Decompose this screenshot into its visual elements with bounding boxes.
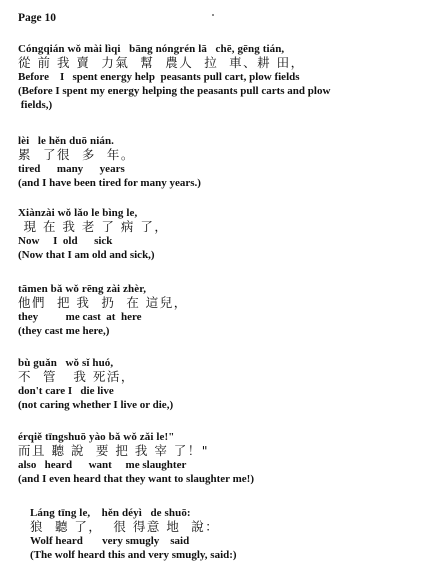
stanza-3 [18, 206, 418, 262]
gloss-line: Before I spent energy help peasants pull cart, plow fields [18, 71, 300, 83]
translation-line: (Now that I am old and sick,) [18, 249, 155, 261]
chinese-line: 現 在 我 老 了 病 了， [18, 219, 169, 234]
translation-line: (and I have been tired for many years.) [18, 177, 201, 189]
pinyin-line: bù guǎn wǒ sǐ huó, [18, 357, 114, 369]
translation-line: (they cast me here,) [18, 325, 110, 337]
pinyin-line: tāmen bǎ wǒ rēng zài zhèr, [18, 283, 147, 295]
gloss-line: tired many years [18, 163, 125, 175]
chinese-line: 狼 聽 了， 很 得意 地 說： [30, 519, 220, 534]
pinyin-line: Xiànzài wǒ lǎo le bìng le, [18, 207, 138, 219]
stanza-1 [18, 42, 418, 112]
stanza-2 [18, 134, 418, 190]
stanza-6 [18, 430, 418, 486]
stanza-4 [18, 282, 418, 338]
page-number: Page 10 [18, 12, 57, 24]
stanza-5 [18, 356, 418, 412]
translation-line: (and I even heard that they want to slaughter me!) [18, 473, 254, 485]
stanza-7 [30, 506, 425, 562]
chinese-line: 不 管 我 死活， [18, 369, 135, 384]
gloss-line: they me cast at here [18, 311, 142, 323]
chinese-line: 他們 把 我 扔 在 這兒， [18, 295, 188, 310]
scan-speck [212, 14, 214, 16]
chinese-line: 累 了很 多 年。 [18, 147, 135, 162]
translation-line: (not caring whether I live or die,) [18, 399, 174, 411]
pinyin-line: érqiě tīngshuō yào bǎ wǒ zǎi le!" [18, 431, 175, 443]
translation-line: (Before I spent my energy helping the peasants pull carts and plow fields,) [18, 85, 331, 111]
gloss-line: also heard want me slaughter [18, 459, 187, 471]
pinyin-line: Láng tīng le, hěn déyì de shuō: [30, 507, 191, 519]
chinese-line: 從 前 我 賣 力氣 幫 農人 拉 車、耕 田， [18, 55, 305, 70]
pinyin-line: Cóngqián wǒ mài lìqi bāng nóngrén lā chē, gēng tián, [18, 43, 285, 55]
translation-line: (The wolf heard this and very smugly, said:) [30, 549, 237, 561]
gloss-line: Wolf heard very smugly said [30, 535, 190, 547]
gloss-line: Now I old sick [18, 235, 113, 247]
pinyin-line: lèi le hěn duō nián. [18, 135, 115, 147]
chinese-line: 而且 聽 說 要 把 我 宰 了！" [18, 443, 210, 458]
gloss-line: don't care I die live [18, 385, 114, 397]
